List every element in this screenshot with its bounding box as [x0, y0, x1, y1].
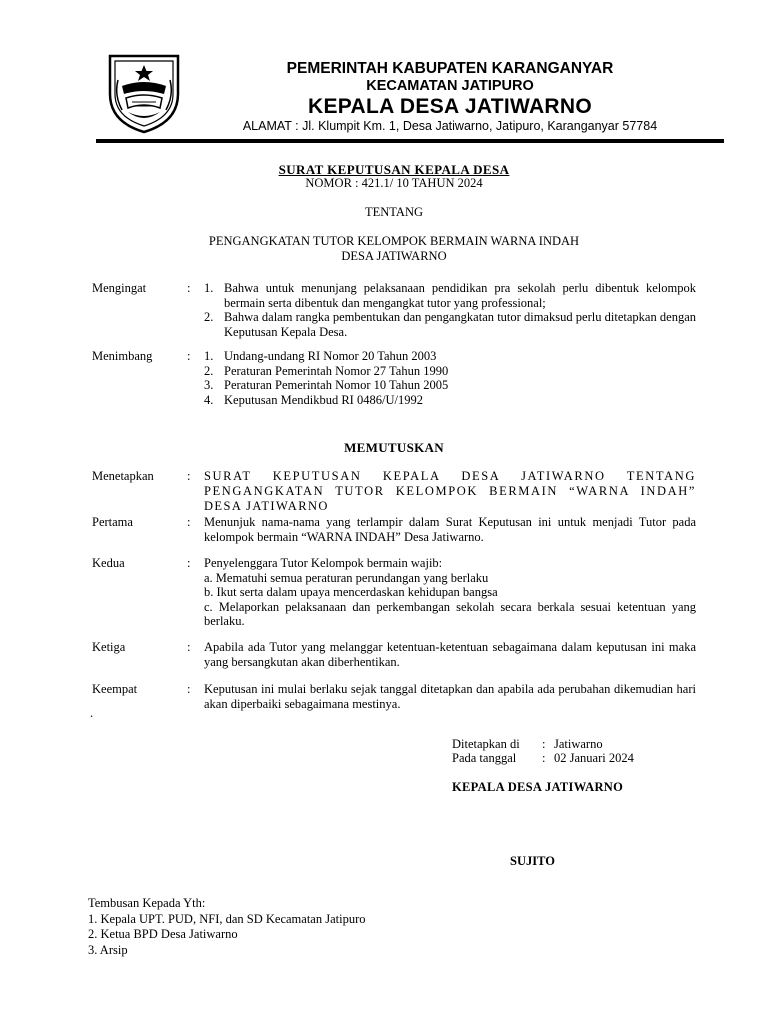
signatory-name: SUJITO — [510, 854, 555, 868]
list-item: 1. Kepala UPT. PUD, NFI, dan SD Kecamatan Jatipuro — [88, 911, 366, 926]
ketiga-label: Ketiga — [92, 640, 126, 654]
signatory-position: KEPALA DESA JATIWARNO — [452, 780, 624, 794]
menetapkan-line-1: SURAT KEPUTUSAN KEPALA DESA JATIWARNO TENTANG — [204, 469, 696, 483]
decree-title: SURAT KEPUTUSAN KEPALA DESA — [278, 162, 510, 177]
list-item: 2. Bahwa dalam rangka pembentukan dan pengangkatan tutor dimaksud perlu ditetapkan dengan Keputusan Kepala Desa. — [204, 310, 696, 339]
mengingat-colon: : — [187, 281, 191, 295]
ketiga-colon: : — [187, 640, 191, 654]
kedua-colon: : — [187, 556, 191, 570]
list-item: c. Melaporkan pelaksanaan dan perkembangan sekolah secara berkala sesuai ketentuan yang berlaku. — [204, 599, 696, 628]
mengingat-list — [204, 281, 696, 339]
list-item: 1. Bahwa untuk menunjang pelaksanaan pendidikan pra sekolah perlu dibentuk kelompok bermain serta dibentuk dan mengangkat tutor yang professional; — [204, 281, 696, 310]
menetapkan-colon: : — [187, 469, 191, 483]
letterhead — [190, 60, 710, 134]
tanggal-colon: : — [542, 751, 546, 765]
ketiga-text: Apabila ada Tutor yang melanggar ketentuan-ketentuan sebagaimana dalam keputusan ini maka yang bersangkutan akan diberhentikan. — [204, 640, 696, 669]
letterhead-divider — [96, 139, 724, 143]
letterhead-address: ALAMAT : Jl. Klumpit Km. 1, Desa Jatiwarno, Jatipuro, Karanganyar 57784 — [242, 119, 658, 133]
letterhead-regency: PEMERINTAH KABUPATEN KARANGANYAR — [286, 60, 614, 77]
memutuskan-heading: MEMUTUSKAN — [344, 440, 444, 455]
ditetapkan-value: Jatiwarno — [554, 737, 603, 751]
ditetapkan-colon: : — [542, 737, 546, 751]
menetapkan-label: Menetapkan — [92, 469, 154, 483]
tanggal-label: Pada tanggal — [452, 751, 517, 765]
keempat-label: Keempat — [92, 682, 138, 696]
list-item: 4. Keputusan Mendikbud RI 0486/U/1992 — [204, 392, 423, 407]
mengingat-label: Mengingat — [92, 281, 147, 295]
ditetapkan-label: Ditetapkan di — [452, 737, 520, 751]
tentang-heading: TENTANG — [364, 205, 423, 219]
list-item: b. Ikut serta dalam upaya mencerdaskan kehidupan bangsa — [204, 585, 498, 599]
menimbang-colon: : — [187, 349, 191, 363]
pertama-text: Menunjuk nama-nama yang terlampir dalam Surat Keputusan ini untuk menjadi Tutor pada kelompok bermain “WARNA INDAH” Desa Jatiwarno. — [204, 515, 696, 544]
letterhead-office: KEPALA DESA JATIWARNO — [308, 95, 592, 118]
subject-line-2: DESA JATIWARNO — [341, 249, 447, 263]
kedua-text — [204, 556, 696, 629]
kedua-intro: Penyelenggara Tutor Kelompok bermain wajib: — [204, 556, 443, 570]
stray-dot: . — [90, 706, 94, 720]
list-item: 3. Peraturan Pemerintah Nomor 10 Tahun 2005 — [204, 378, 449, 392]
pertama-colon: : — [187, 515, 191, 529]
tembusan-title: Tembusan Kepada Yth: — [88, 896, 206, 910]
keempat-text: Keputusan ini mulai berlaku sejak tanggal ditetapkan dan apabila ada perubahan dikemudian hari akan diperbaiki sebagaimana mestinya. — [204, 682, 696, 711]
list-item: 2. Peraturan Pemerintah Nomor 27 Tahun 1990 — [204, 363, 449, 378]
list-item: 3. Arsip — [88, 942, 128, 957]
menetapkan-line-3: DESA JATIWARNO — [204, 499, 329, 513]
decree-number: NOMOR : 421.1/ 10 TAHUN 2024 — [305, 176, 483, 190]
pertama-label: Pertama — [92, 515, 133, 529]
menetapkan-line-2: PENGANGKATAN TUTOR KELOMPOK BERMAIN “WARNA INDAH” — [204, 484, 696, 498]
keempat-colon: : — [187, 682, 191, 696]
kedua-label: Kedua — [92, 556, 125, 570]
list-item: 2. Ketua BPD Desa Jatiwarno — [88, 927, 238, 941]
list-item: 1. Undang-undang RI Nomor 20 Tahun 2003 — [204, 349, 437, 363]
coat-of-arms-logo — [104, 50, 184, 136]
menetapkan-text — [204, 469, 696, 514]
menimbang-label: Menimbang — [92, 349, 153, 363]
menimbang-list — [204, 349, 696, 407]
tembusan-section — [88, 896, 366, 958]
list-item: a. Mematuhi semua peraturan perundangan yang berlaku — [204, 570, 489, 585]
tanggal-value: 02 Januari 2024 — [554, 751, 634, 765]
letterhead-district: KECAMATAN JATIPURO — [366, 78, 534, 94]
subject-line-1: PENGANGKATAN TUTOR KELOMPOK BERMAIN WARNA INDAH — [208, 234, 580, 248]
